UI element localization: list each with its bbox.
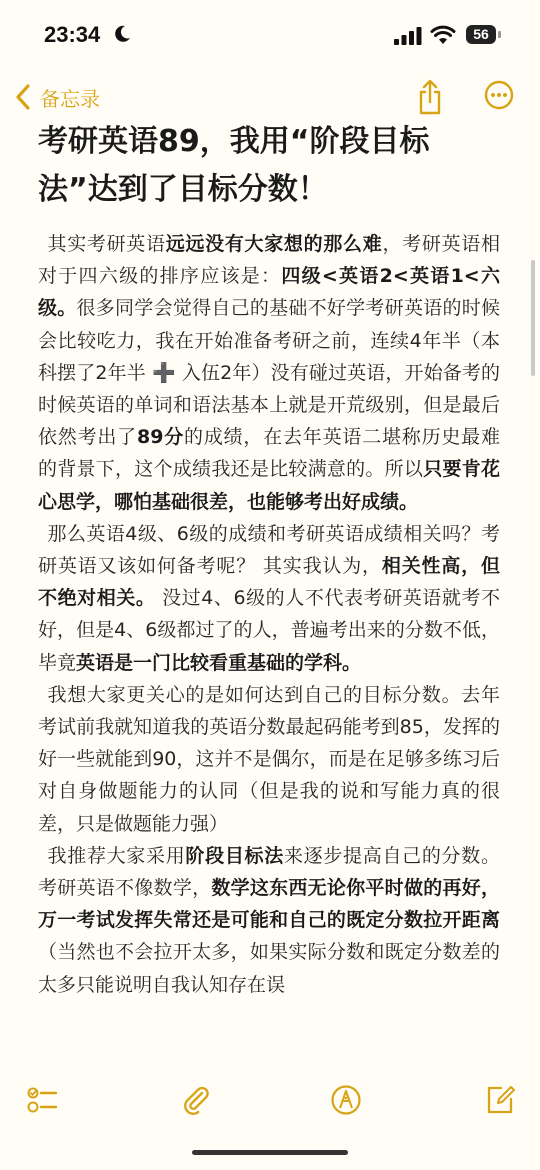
bold-text-run: 相关性高，但不绝对相关。 [38,555,500,610]
navigation-bar [0,72,540,122]
bold-text-run: 英语是一门比较看重基础的学科。 [76,651,362,674]
bold-text-run: 只要肯花心思学，哪怕基础很差，也能够考出好成绩。 [38,458,500,513]
pen-tip-circle-icon[interactable] [330,1084,362,1116]
text-run: 其实考研英语 [47,233,166,255]
bottom-toolbar [0,1080,540,1124]
note-paragraph [38,679,500,840]
home-indicator [192,1150,348,1155]
share-icon[interactable] [416,78,444,116]
battery-indicator: 56 [466,25,496,44]
wifi-icon [430,24,456,46]
cellular-signal-icon [394,26,422,46]
text-run: 很多同学会觉得自己的基础不好学考研英语的时候会比较吃力，我在开始准备考研之前，连续4年半（本科摆了2年半 ➕ 入伍2年）没有碰过英语，开始备考的时候英语的单词和语法基本上就是开荒级别，但是最后依然考出了 [38,297,500,449]
note-title: 考研英语89，我用“阶段目标法”达到了目标分数！ [38,124,430,207]
text-run: 的成绩，在去年英语二堪称历史最难的背景下，这个成绩我还是比较满意的。所以 [38,426,500,481]
note-paragraph [38,228,500,518]
text-run: 来逐步提高自己的分数。考研英语不像数学， [38,844,500,900]
ellipsis-circle-icon[interactable] [484,80,514,110]
back-button[interactable] [14,80,100,114]
note-body [38,228,500,1001]
text-run: 我想大家更关心的是如何达到自己的目标分数。去年考试前我就知道我的英语分数最起码能考到85，发挥的好一些就能到90，这并不是偶尔，而是在足够多练习后对自身做题能力的认同（但是我的说和写能力真的很差，只是做题能力强） [38,683,500,835]
moon-icon [112,24,132,44]
bold-text-run: 89分 [136,426,185,449]
bold-text-run: 阶段目标法 [185,844,284,867]
paperclip-icon[interactable] [180,1084,212,1116]
text-run: 那么英语4级、6级的成绩和考研英语成绩相关吗？考研英语又该如何备考呢？ 其实我认为， [38,522,500,578]
note-paragraph [38,840,500,1001]
chevron-left-icon [14,82,32,112]
battery-tip [498,31,501,38]
scroll-indicator[interactable] [531,260,535,376]
bold-text-run: 四级<英语2<英语1<六级。 [38,265,500,320]
status-time: 23:34 [44,22,101,47]
text-run: 我推荐大家采用 [47,844,186,867]
checklist-icon[interactable] [26,1084,58,1116]
bold-text-run: 远远没有大家想的那么难 [165,233,383,255]
note-content[interactable] [38,118,500,1001]
bold-text-run: 数学这东西无论你平时做的再好，万一考试发挥失常还是可能和自己的既定分数拉开距离 [38,877,500,932]
note-paragraph [38,518,500,679]
text-run: （当然也不会拉开太多，如果实际分数和既定分数差的太多只能说明自我认知存在误 [38,941,500,996]
compose-icon[interactable] [484,1084,516,1116]
text-run: 没过4、6级的人不代表考研英语就考不好，但是4、6级都过了的人，普遍考出来的分数不低，毕竟 [38,587,500,674]
status-bar [0,0,540,70]
text-run: ，考研英语相对于四六级的排序应该是： [38,233,500,288]
back-label: 备忘录 [40,86,100,111]
